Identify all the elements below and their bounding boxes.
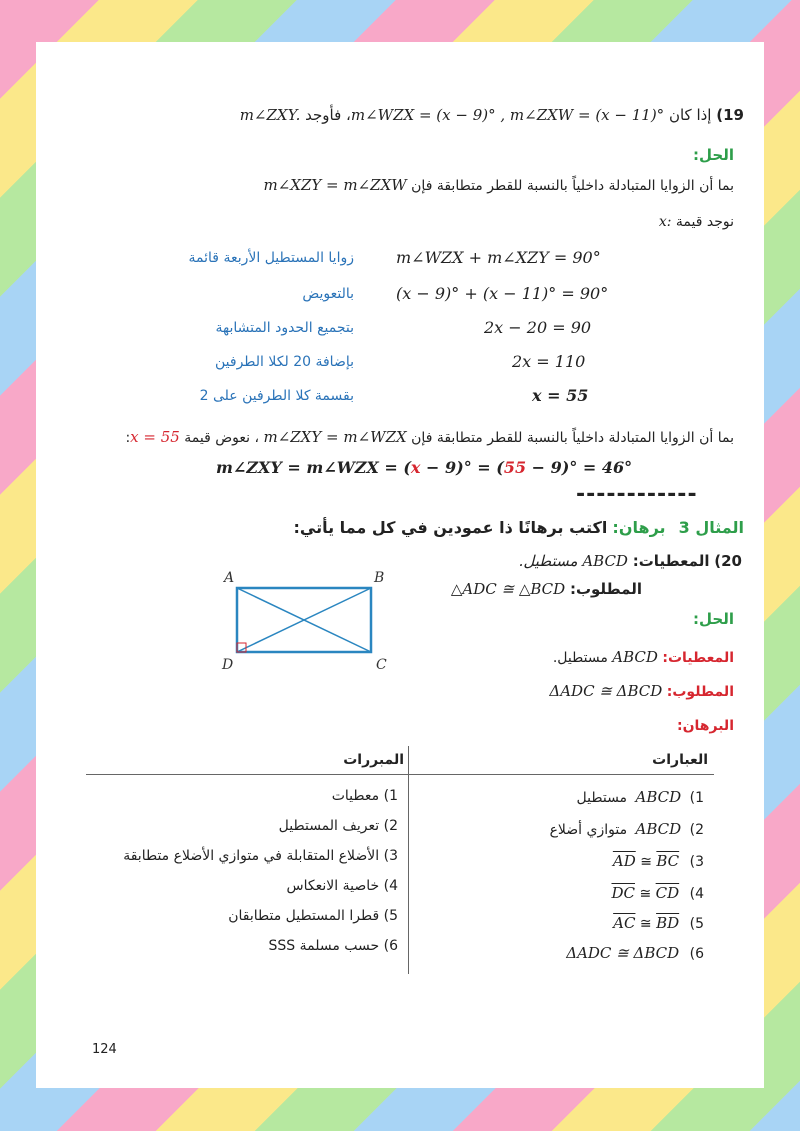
problem-number: 19)	[716, 106, 744, 124]
page	[36, 42, 764, 1088]
reason-number: 4)	[383, 878, 398, 894]
vertex-d-label: D	[222, 657, 234, 673]
solution-2-given-label: المعطيات:	[662, 650, 734, 666]
line3-colon: :	[125, 430, 131, 446]
vertex-b-label: B	[374, 570, 385, 586]
step-1-reason: زوايا المستطيل الأربعة قائمة	[188, 250, 354, 266]
example-label: المثال 3	[678, 518, 744, 537]
solution-2-label: الحل:	[693, 610, 734, 628]
congruent-symbol: ≅	[639, 886, 652, 902]
final-b: − 9)° = (	[420, 458, 504, 477]
vertex-a-label: A	[224, 570, 235, 586]
row-seg-2: $\overline{BD}$	[656, 914, 680, 932]
line1-text: بما أن الزوايا المتبادلة داخلياً بالنسبة للقطر متطابقة فإن	[411, 178, 734, 194]
line2-math: x:	[658, 214, 672, 230]
row-reason	[268, 938, 398, 954]
step-4-reason: بإضافة 20 لكلا الطرفين	[215, 354, 354, 370]
reason-text: معطيات	[331, 788, 380, 804]
row-seg-2: $\overline{CD}$	[655, 884, 680, 902]
problem-20-given	[519, 552, 742, 570]
reason-number: 5)	[383, 908, 398, 924]
solution-line-2	[659, 214, 734, 230]
problem-find-word: ، فأوجد	[305, 106, 351, 124]
col-statements-header: العبارات	[652, 752, 708, 768]
col-reasons-header: المبررات	[343, 752, 404, 768]
row-seg-2: $\overline{BC}$	[656, 852, 680, 870]
congruent-symbol: ≅	[640, 854, 652, 870]
step-2-reason: بالتعويض	[302, 286, 354, 302]
solution-2-required-label: المطلوب:	[666, 684, 734, 700]
final-c: − 9)° = 46°	[526, 458, 633, 477]
final-v: 55	[503, 458, 527, 477]
table-row	[611, 884, 704, 902]
reason-number: 1)	[383, 788, 398, 804]
example-text: اكتب برهانًا ذا عمودين في كل مما يأتي:	[293, 518, 608, 537]
row-stmt-math: ABCD	[635, 820, 682, 838]
step-5-eq: x = 55	[532, 386, 589, 405]
line1-math: m∠XZY = m∠ZXW	[263, 176, 407, 194]
row-stmt-math: ΔADC ≅ ΔBCD	[566, 944, 680, 962]
line3-text: بما أن الزوايا المتبادلة داخلياً بالنسبة للقطر متطابقة فإن	[411, 430, 734, 446]
table-row	[613, 852, 704, 870]
row-number: 5)	[689, 916, 704, 932]
solution-line-1	[263, 176, 734, 194]
line2-text: نوجد قيمة	[675, 214, 734, 230]
row-stmt-text: متوازي أضلاع	[549, 822, 628, 838]
row-reason	[279, 818, 398, 834]
row-stmt-math: ABCD	[635, 788, 682, 806]
table-header-line	[86, 774, 714, 775]
reason-text: تعريف المستطيل	[278, 818, 380, 834]
reason-text: الأضلاع المتقابلة في متوازي الأضلاع متطابقة	[123, 848, 380, 864]
solution-line-3	[125, 428, 734, 446]
step-4-eq: 2x = 110	[512, 352, 586, 371]
reason-text: حسب مسلمة SSS	[268, 938, 380, 954]
solution-2-given	[553, 648, 734, 666]
final-equation	[216, 458, 632, 477]
separator: ------------	[576, 482, 698, 507]
problem-prefix: إذا كان	[668, 106, 712, 124]
line3-math: m∠ZXY = m∠WZX	[263, 428, 407, 446]
reason-text: قطرا المستطيل متطابقان	[228, 908, 380, 924]
row-number: 2)	[689, 822, 704, 838]
vertex-c-label: C	[376, 657, 387, 673]
problem-19	[240, 106, 744, 124]
problem-20-required-text: △ADC ≅ △BCD	[450, 580, 566, 598]
solution-2-given-text: مستطيل.	[552, 650, 608, 666]
row-seg-1: $\overline{DC}$	[611, 884, 635, 902]
problem-20-required	[451, 580, 642, 598]
reason-number: 3)	[383, 848, 398, 864]
problem-20-given-text: ABCD مستطيل.	[518, 552, 628, 570]
row-reason	[287, 878, 398, 894]
problem-20-given-label: المعطيات:	[632, 552, 710, 570]
rectangle-figure	[216, 564, 396, 674]
row-number: 3)	[689, 854, 704, 870]
row-reason	[228, 908, 398, 924]
step-3-reason: بتجميع الحدود المتشابهة	[215, 320, 354, 336]
problem-20-required-label: المطلوب:	[569, 580, 642, 598]
problem-given: m∠WZX = (x − 9)° , m∠ZXW = (x − 11)°	[350, 106, 665, 124]
row-number: 6)	[689, 946, 704, 962]
solution-2-given-math: ABCD	[612, 648, 658, 666]
row-seg-1: $\overline{AC}$	[613, 914, 636, 932]
table-row	[566, 944, 704, 962]
reason-number: 6)	[383, 938, 398, 954]
reason-number: 2)	[383, 818, 398, 834]
row-number: 4)	[689, 886, 704, 902]
table-row	[550, 820, 704, 838]
solution-2-required	[549, 682, 734, 700]
step-5-reason: بقسمة كلا الطرفين على 2	[199, 388, 354, 404]
example-type: برهان:	[612, 518, 666, 537]
row-stmt-text: مستطيل	[576, 790, 628, 806]
problem-20-number: 20)	[714, 552, 742, 570]
row-reason	[332, 788, 398, 804]
line3-value: x = 55	[130, 428, 180, 446]
row-number: 1)	[689, 790, 704, 806]
row-seg-1: $\overline{AD}$	[612, 852, 636, 870]
proof-label: البرهان:	[677, 718, 734, 734]
solution-label: الحل:	[693, 146, 734, 164]
line3-text2: ، نعوض قيمة	[184, 430, 260, 446]
step-2-eq: (x − 9)° + (x − 11)° = 90°	[396, 284, 609, 303]
step-3-eq: 2x − 20 = 90	[484, 318, 592, 337]
reason-text: خاصية الانعكاس	[286, 878, 380, 894]
example-header	[294, 518, 745, 537]
table-divider	[408, 746, 409, 974]
step-1-eq: m∠WZX + m∠XZY = 90°	[396, 248, 601, 267]
final-a: m∠ZXY = m∠WZX = (	[216, 458, 411, 477]
final-x: x	[410, 458, 421, 477]
table-row	[613, 914, 704, 932]
table-row	[577, 788, 704, 806]
page-number: 124	[92, 1042, 117, 1057]
row-reason	[123, 848, 398, 864]
solution-2-required-math: ΔADC ≅ ΔBCD	[549, 682, 663, 700]
congruent-symbol: ≅	[639, 916, 652, 932]
problem-find: m∠ZXY.	[239, 106, 301, 124]
